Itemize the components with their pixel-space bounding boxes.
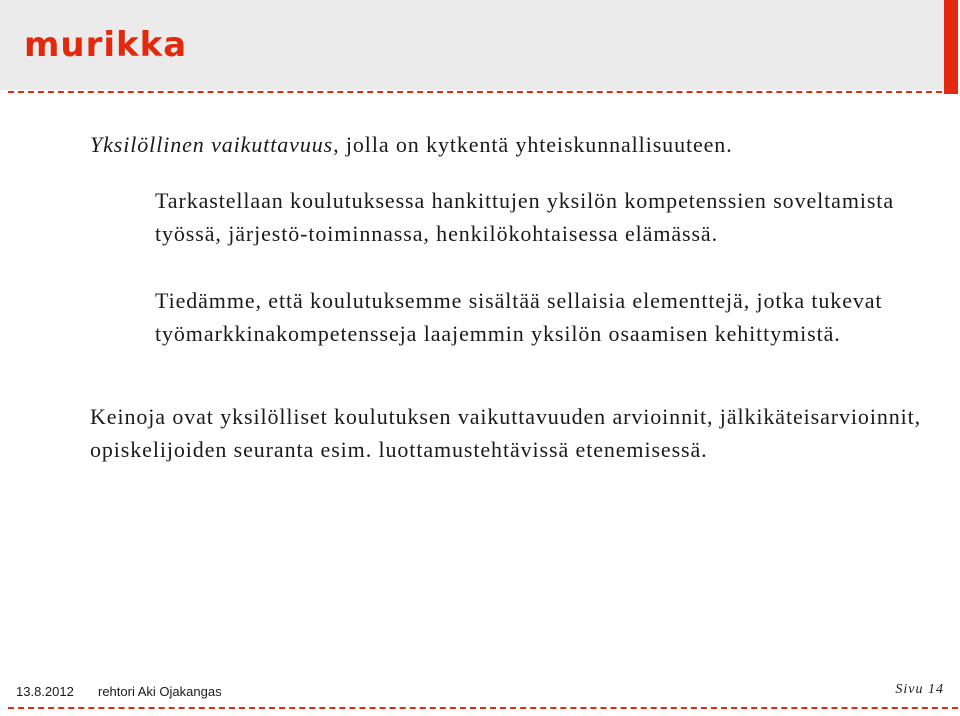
page-number: 14 xyxy=(928,682,944,697)
paragraph-emphasis: Yksilöllinen vaikuttavuus xyxy=(90,132,334,157)
murikka-logo: murikka xyxy=(24,25,188,65)
paragraph-text: , jolla on kytkentä yhteiskunnallisuuteen. xyxy=(333,132,733,157)
footer-author: rehtori Aki Ojakangas xyxy=(98,684,222,699)
page-label: Sivu xyxy=(895,682,924,697)
header-divider xyxy=(8,91,942,93)
paragraph-training-elements: Tiedämme, että koulutuksemme sisältää sellaisia elementtejä, jotka tukevat työmarkkinakompetensseja laajemmin yksilön osaamisen kehittymistä. xyxy=(155,288,883,346)
footer-divider xyxy=(8,707,958,709)
header-accent-bar xyxy=(944,0,958,94)
paragraph-individual-impact xyxy=(90,128,910,161)
footer-date: 13.8.2012 xyxy=(16,684,74,699)
paragraph-competence-application: Tarkastellaan koulutuksessa hankittujen yksilön kompetenssien soveltamista työssä, järjestö-toiminnassa, henkilökohtaisessa elämässä. xyxy=(155,188,894,246)
footer-page-number xyxy=(895,682,944,698)
paragraph-methods: Keinoja ovat yksilölliset koulutuksen vaikuttavuuden arvioinnit, jälkikäteisarvioinnit, opiskelijoiden seuranta esim. luottamustehtävissä etenemisessä. xyxy=(90,404,922,462)
